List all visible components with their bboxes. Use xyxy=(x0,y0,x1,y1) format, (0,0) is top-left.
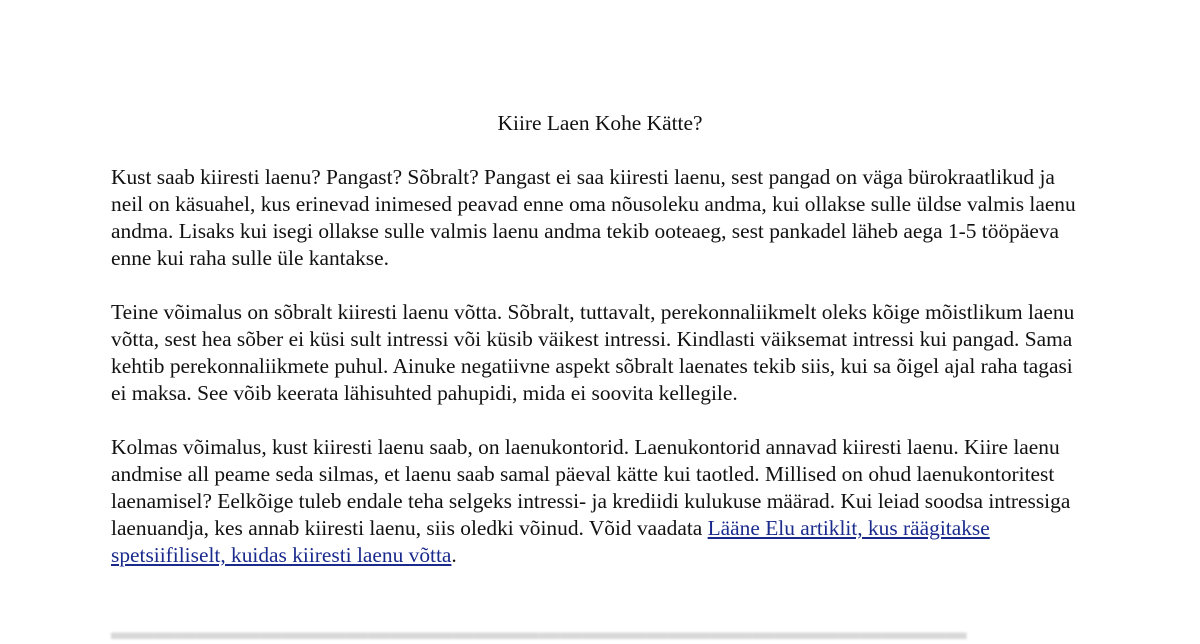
paragraph-3-text: Kolmas võimalus, kust kiiresti laenu saab, on laenukontorid. Laenukontorid annavad kiiresti laenu. Kiire laenu andmise all peame seda silmas, et laenu saab samal päeval kätte kui taotled. Millised on ohud laenukontoritest laenamisel? Eelkõige tuleb endale teha selgeks intressi- ja krediidi kulukuse määrad. Kui leiad soodsa intressiga laenuandja, kes annab kiiresti laenu, siis oledki võinud. Võid vaadata xyxy=(111,435,1071,540)
document-title: Kiire Laen Kohe Kätte? xyxy=(497,111,703,135)
next-paragraph-cutoff: ▬▬▬▬▬▬▬▬▬▬▬▬▬▬▬▬▬▬▬▬▬▬▬▬▬▬▬▬▬▬▬▬▬▬▬▬▬▬▬▬ xyxy=(111,620,967,644)
document-page xyxy=(111,110,1091,596)
paragraph-3-end: . xyxy=(451,543,457,567)
paragraph-1: Kust saab kiiresti laenu? Pangast? Sõbralt? Pangast ei saa kiiresti laenu, sest pangad on väga bürokraatlikud ja neil on käsuahel, kus erinevad inimesed peavad enne oma nõusoleku andma, kui ollakse sulle üldse valmis laenu andma. Lisaks kui isegi ollakse sulle valmis laenu andma tekib ooteaeg, sest pankadel läheb aega 1-5 tööpäeva enne kui raha sulle üle kantakse. xyxy=(111,165,1076,270)
article-link[interactable]: Lääne Elu artiklit, kus räägitakse spetsiifiliselt, kuidas kiiresti laenu võtta xyxy=(111,516,990,567)
paragraph-2: Teine võimalus on sõbralt kiiresti laenu võtta. Sõbralt, tuttavalt, perekonnaliikmelt oleks kõige mõistlikum laenu võtta, sest hea sõber ei küsi sult intressi või küsib väikest intressi. Kindlasti väiksemat intressi kui pangad. Sama kehtib perekonnaliikmete puhul. Ainuke negatiivne aspekt sõbralt laenates tekib siis, kui sa õigel ajal raha tagasi ei maksa. See võib keerata lähisuhted pahupidi, mida ei soovita kellegile. xyxy=(111,300,1075,405)
paragraph-3 xyxy=(111,434,1091,569)
